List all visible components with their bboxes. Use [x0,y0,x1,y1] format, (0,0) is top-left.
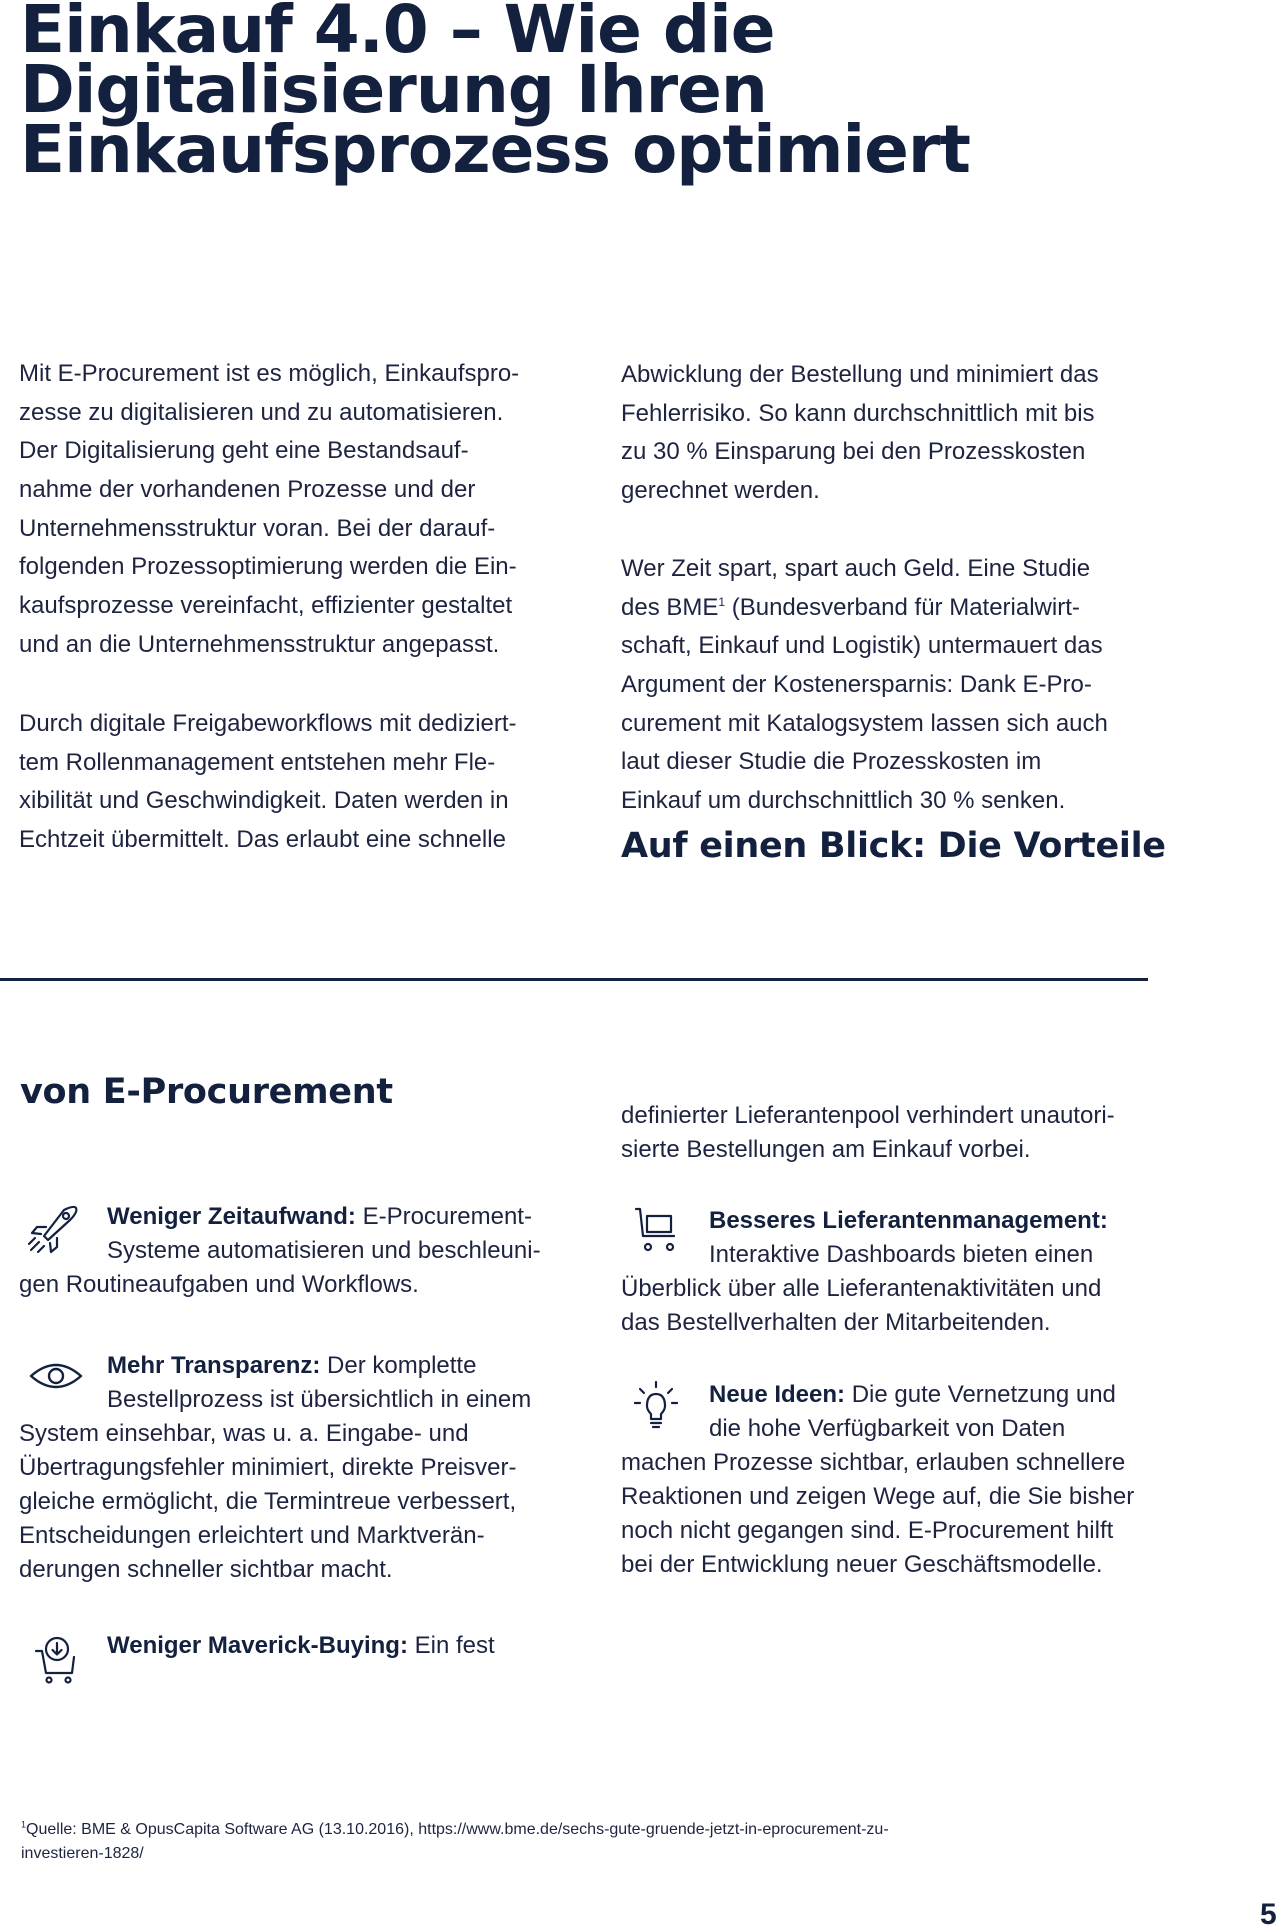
benefit-neue-ideen [621,1378,1201,1582]
benefit-besseres-lieferantenmanagement [621,1204,1181,1340]
text-line: bei der Entwicklung neuer Geschäftsmodelle. [621,1551,1103,1578]
text-line: folgenden Prozessoptimierung werden die Ein- [19,553,517,581]
benefit-weniger-zeitaufwand [19,1200,579,1302]
section-heading-part-1: Auf einen Blick: Die Vorteile [621,826,1166,866]
title-line-3: Einkaufsprozess optimiert [20,111,970,188]
text-line: tem Rollenmanagement entstehen mehr Fle- [19,748,496,776]
text-line: nahme der vorhandenen Prozesse und der [19,476,476,504]
text-line: schaft, Einkauf und Logistik) untermauert das [621,632,1103,660]
text-line: und an die Unternehmensstruktur angepasst. [19,630,500,658]
text-line: xibilität und Geschwindigkeit. Daten werden in [19,787,509,815]
text-line: Bestellprozess ist übersichtlich in einem [107,1386,532,1413]
footnote-text: Quelle: BME & OpusCapita Software AG (13.10.2016), https://www.bme.de/sechs-gute-gruende-jetzt-in-eprocurement-zu- [26,1821,889,1838]
footnote [21,1818,889,1866]
text-line: Interaktive Dashboards bieten einen [709,1241,1094,1268]
text-line: curement mit Katalogsystem lassen sich auch [621,709,1108,737]
benefit-label: Neue Ideen: [709,1381,846,1408]
text-line: Überblick über alle Lieferantenaktivitäten und [621,1275,1102,1302]
text-line: Unternehmensstruktur voran. Bei der darauf- [19,514,496,542]
text-line: Der Digitalisierung geht eine Bestandsauf- [19,437,469,465]
footnote-marker: 1 [21,1819,27,1830]
text-line: Systeme automatisieren und beschleuni- [107,1237,541,1264]
text-line [19,1200,579,1234]
text-line: Argument der Kostenersparnis: Dank E-Pro- [621,671,1092,699]
section-divider [0,978,1148,981]
section-heading-part-2: von E-Procurement [20,1072,393,1112]
intro-right-paragraph-1 [621,356,1181,511]
text-fragment: Der komplette [320,1352,477,1379]
text-line: Durch digitale Freigabeworkflows mit dediziert- [19,710,517,737]
text-fragment: Ein fest [407,1632,495,1659]
title-line-2: Digitalisierung Ihren [20,51,767,128]
text-line: kaufsprozesse vereinfacht, effizienter gestaltet [19,592,513,620]
intro-left-paragraph-2 [19,705,559,860]
text-fragment: des BME [621,593,719,621]
text-line [19,1629,579,1663]
text-line: Einkauf um durchschnittlich 30 % senken. [621,787,1066,815]
benefit-maverick-continuation [621,1099,1181,1167]
text-line [621,1378,1201,1412]
text-fragment: (Bundesverband für Materialwirt- [725,593,1080,621]
text-line: Wer Zeit spart, spart auch Geld. Eine Studie [621,555,1091,582]
text-line: zu 30 % Einsparung bei den Prozesskosten [621,438,1086,466]
text-line [621,1204,1181,1238]
text-line: gerechnet werden. [621,477,820,505]
footnote-line: investieren-1828/ [21,1845,144,1862]
text-line: System einsehbar, was u. a. Eingabe- und [19,1420,469,1447]
text-line: Mit E-Procurement ist es möglich, Einkaufspro- [19,360,520,387]
benefit-weniger-maverick-buying [19,1629,579,1663]
text-line: Entscheidungen erleichtert und Marktverän- [19,1522,485,1549]
text-line: gleiche ermöglicht, die Termintreue verbessert, [19,1488,517,1515]
text-line: noch nicht gegangen sind. E-Procurement hilft [621,1517,1114,1544]
intro-right-paragraph-2 [621,550,1181,821]
text-line: laut dieser Studie die Prozesskosten im [621,748,1042,776]
text-line: gen Routineaufgaben und Workflows. [19,1271,419,1298]
text-line: die hohe Verfügbarkeit von Daten [709,1415,1066,1442]
benefit-label: Weniger Maverick-Buying: [107,1632,408,1659]
benefit-label: Mehr Transparenz: [107,1352,321,1379]
text-line: machen Prozesse sichtbar, erlauben schnellere [621,1449,1126,1476]
text-line [19,1349,579,1383]
text-line: Übertragungsfehler minimiert, direkte Preisver- [19,1454,517,1481]
text-line: Reaktionen und zeigen Wege auf, die Sie bisher [621,1483,1135,1510]
footnote-marker: 1 [718,594,726,609]
intro-left-paragraph-1 [19,355,559,665]
text-line: Echtzeit übermittelt. Das erlaubt eine schnelle [19,826,506,854]
benefit-label: Weniger Zeitaufwand: [107,1203,356,1230]
text-line: Abwicklung der Bestellung und minimiert das [621,361,1099,388]
text-fragment: Die gute Vernetzung und [845,1381,1116,1408]
benefit-label: Besseres Lieferantenmanagement: [709,1207,1108,1234]
page-number: 5 [1260,1898,1277,1926]
text-line: sierte Bestellungen am Einkauf vorbei. [621,1136,1031,1163]
text-fragment: E-Procurement- [355,1203,532,1230]
text-line: zesse zu digitalisieren und zu automatisieren. [19,398,504,426]
text-line: derungen schneller sichtbar macht. [19,1556,393,1583]
text-line: definierter Lieferantenpool verhindert unautori- [621,1102,1115,1129]
title-line-1: Einkauf 4.0 – Wie die [20,0,775,68]
text-line: das Bestellverhalten der Mitarbeitenden. [621,1309,1051,1336]
benefit-mehr-transparenz [19,1349,579,1587]
text-line [621,589,1181,628]
footnote-line [21,1818,889,1842]
text-line: Fehlerrisiko. So kann durchschnittlich mit bis [621,399,1095,427]
page-title [20,0,1020,188]
